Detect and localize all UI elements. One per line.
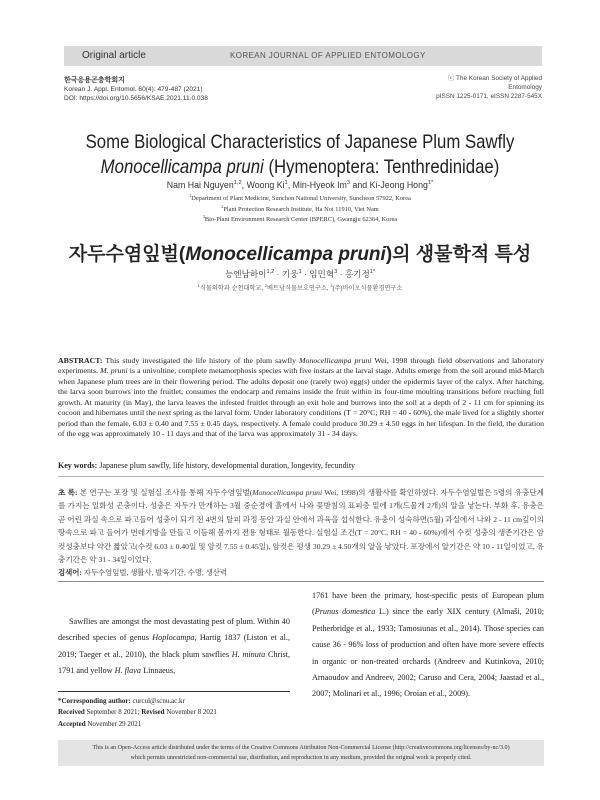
affiliation-text: 베트남식물보호연구소, [267,285,331,292]
body-species: H. minuta [231,649,266,659]
license-text [62,743,540,763]
affiliation-text: Plant Protection Research Institute, Ha Noi 11910, Viet Nam [223,205,379,213]
affiliation-text: Department of Plant Medicine, Sunchon National University, Suncheon 57922, Korea [191,195,411,202]
abstract-ko-text: Wei, 1998)의 생활사를 확인하였다. 자두수염잎벌은 5령의 유충단계를 가지는 일화성 곤충이다. 성충은 자두가 만개하는 3월 중순경에 흙에서 나와 꽃받침의 표피층 밑에 1개(드물게 2개)의 알을 낳는다. 부화 후, 유충은 곧 어린 과실 속으로 파고들어 성충이 되기 전 4번의 탈피 과정 동안 과실 안에서 과육을 섭식한다. 유충이 성숙하면(5월) 과실에서 나와 2 - 11 cm깊이의 땅속으로 파고 들어가 번데기방을 만들고 이듬해 봄까지 전용 형태로 월동한다. 실험실 조건(T = 20°C, RH = 40 - 60%)에서 수컷 성충의 생존기간은 암컷성충보다 약간 짧았고(수컷 6.03 ± 0.40일 및 암컷 7.55 ± 0.45일), 암컷은 평생 30.29 ± 4.50개의 알을 낳았다. 포장에서 알기간은 약 10 - 11일이었고, 유충기간은 약 31 - 34일이었다. [58,488,544,565]
author-affiliation-mark: 1* [369,269,376,276]
keywords-label: Key words: [58,461,98,470]
author-affiliation-mark: 3 [334,269,338,276]
title-korean [40,239,560,266]
body-text: Linnaeus, [141,666,176,676]
body-species: Hoplocampa, [152,633,197,643]
received-date: September 8 2021; [84,708,142,717]
accepted-label: Accepted [58,719,86,728]
abstract-ko-label: 초 록: [58,488,78,497]
title-ko-suffix: )의 생물학적 특성 [385,244,532,265]
citation-block [64,76,208,103]
affiliation-text: 식물의학과 순천대학교, [199,285,265,292]
affiliations-korean [40,283,560,292]
affiliation-mark: 3 [202,213,205,219]
abstract-ko-species: Monocellicampa pruni [252,488,323,497]
body-text: Sawflies are amongst the most devastating pest of plum. Within 40 described species of genus [58,617,290,643]
abstract-text: This study investigated the life history of the plum sawfly [102,356,300,365]
corresponding-author [58,696,290,707]
revised-label: Revised [141,708,165,717]
author-affiliation-mark: 1* [427,180,434,187]
abstract-korean [58,486,544,566]
author-separator: · [301,269,310,279]
abstract-english [58,356,544,440]
body-column-left [58,614,290,680]
affiliation-mark: 1 [197,282,200,288]
author-affiliation-mark: 3 [346,180,351,187]
title-english [76,130,523,180]
authors-english [40,180,560,190]
author-separator: · [274,269,282,279]
affiliation-mark: 2 [264,282,268,288]
keywords-korean [58,567,544,578]
article-type-label: Original article [82,50,146,61]
footnotes [58,696,290,730]
affiliations-english [40,194,560,226]
keywords-ko-text: 자두수염잎벌, 생활사, 발육기간, 수명, 생산력 [81,568,228,577]
author-name: Woong Ki [246,180,285,190]
copyright-block [416,74,542,101]
body-text: Christ, 1791 and yellow [58,649,291,676]
body-species: H. flava [114,666,142,676]
author-affiliation-mark: 1 [284,180,288,187]
title-ko-species: Monocellicampa pruni [185,244,386,265]
affiliation-mark: 3 [330,282,333,288]
affiliation-line [40,215,560,226]
doi-link[interactable]: DOI: https://doi.org/10.5656/KSAE.2021.11.0.038 [64,95,208,102]
title-en-main: Some Biological Characteristics of Japanese Plum Sawfly [85,131,515,153]
abstract-species: Monocellicampa pruni [299,356,372,365]
copyright-notice: ⓒ The Korean Society of Applied Entomology [447,75,542,91]
body-text: Hartig 1837 (Liston et al., 2019; Taeger et al., 2010), the black plum sawflies [58,633,291,659]
author-separator: · [337,269,345,279]
author-name: Min-Hyeok Im [292,180,347,190]
issn: pISSN 1225-0171, eISSN 2287-545X [436,93,542,100]
keywords-text: Japanese plum sawfly, life history, developmental duration, longevity, fecundity [97,461,356,470]
body-text: 1761 have been the primary, host-specific pests of European plum ( [312,591,544,617]
revised-date: November 8 2021 [164,708,217,717]
license-line: which permits unrestricted non-commercial use, distribution, and reproduction in any medium, provided the original work is properly cited. [130,755,472,761]
body-text: L.) since the early XIX century (Almaši, 2010; Petherbridge et al., 1933; Tamosiunas et al., 2014). Those species can cause 36 - 96% loss of production and often have more severe effects in organic or non-treated orchards (Andreev and Kutinkova, 2010; Arnaoudov and Andreev, 2002; Caruso and Cera, 2004; Jaastad et al., 2007; Molinari et al., 1996; Oroian et al., 2009). [312,607,545,699]
title-ko-prefix: 자두수염잎벌( [68,244,186,265]
footnote-divider [58,691,290,692]
author-name: 홍기정 [344,269,370,279]
affiliation-line [40,205,560,216]
affiliation-text: (주)바이오식물환경연구소 [332,285,403,292]
author-separator: and [350,180,370,190]
author-separator: , [241,180,247,190]
authors-korean [40,268,560,280]
divider [58,476,544,477]
corresponding-label: *Corresponding author: [58,697,131,705]
journal-citation: Korean J. Appl. Entomol. 60(4): 479-487 (2021) [64,86,203,93]
abstract-species: M. pruni [100,366,128,376]
affiliation-line [40,194,560,205]
author-name: Ki-Jeong Hong [369,180,428,190]
author-separator: , [287,180,293,190]
title-en-family: (Hymenoptera: Tenthredinidae) [263,156,500,178]
received-line [58,707,290,718]
received-label: Received [58,708,85,717]
corresponding-email[interactable]: curcul@scnu.ac.kr [130,697,185,705]
author-name: 능엔남하이 [224,269,267,279]
author-name: 기웅 [281,269,299,279]
author-name: 임민혁 [309,269,335,279]
abstract-text: is a univoltine, complete metamorphosis species with five instars at the larval stage. Adults emerge from the soil around mid-March when Japanese plum trees are in their flowering period. The adults deposit one (rarely two) egg(s) under the epidermis layer of the calyx. After hatching, the larva soon burrows into the fruitlet, consumes the endocarp and remains inside the fruit within its four-time moulting transitions before reaching full growth. At maturity (in May), the larva leaves the infested fruitlet through an exit hole and burrows into the soil at a depth of 2 - 11 cm for spinning its cocoon and hibernates until the next spring as the larval form. Under laboratory conditions (T = 20°C; RH = 40 - 60%), the male lived for a slightly shorter period than the female, 6.03 ± 0.40 and 7.55 ± 0.45 days, respectively. A female could produce 30.29 ± 4.50 eggs in her lifespan. In the field, the duration of the egg was approximately 10 - 11 days and that of the larva was approximately 31 - 34 days. [58,366,544,439]
license-line: This is an Open-Access article distributed under the terms of the Creative Commons Attribution Non-Commercial License (http://creativecommons.org/licenses/by-nc/3.0) [92,745,510,751]
title-en-species: Monocellicampa pruni [100,156,264,178]
affiliation-text: Bio-Plant Environment Research Center (BPERC), Gwangju 62364, Korea [204,216,398,223]
author-affiliation-mark: 1 [298,269,302,276]
keywords-ko-label: 검색어: [58,568,82,577]
body-species: Prunus domestica [314,607,376,617]
author-name: Nam Hai Nguyen [166,180,234,190]
body-column-right [312,588,544,703]
accepted-date: November 29 2021 [85,719,142,728]
divider [58,581,544,582]
abstract-label: ABSTRACT: [58,356,103,365]
author-affiliation-mark: 1,2 [266,269,275,276]
abstract-ko-text: 본 연구는 포장 및 실험실 조사를 통해 자두수염잎벌( [77,488,253,497]
journal-name: KOREAN JOURNAL OF APPLIED ENTOMOLOGY [230,51,426,60]
accepted-line [58,719,290,730]
author-affiliation-mark: 1,2 [233,180,242,187]
affiliation-mark: 2 [221,203,224,209]
journal-korean-name: 한국응용곤충학회지 [64,77,125,84]
abstract-text: Wei, 1998 through field observations and laboratory experiments. [58,356,544,376]
keywords-english [58,461,544,470]
affiliation-mark: 1 [189,192,192,198]
